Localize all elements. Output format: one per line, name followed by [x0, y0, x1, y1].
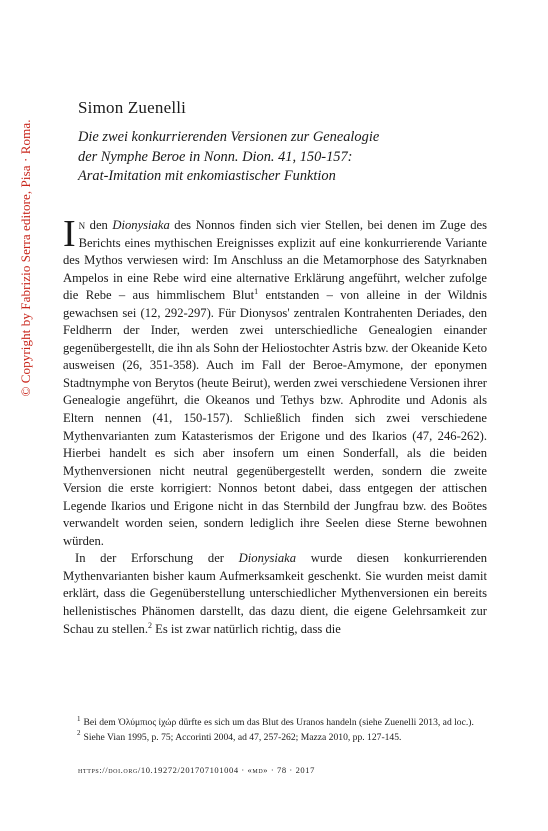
paragraph-1 [63, 213, 487, 550]
paragraph-2-text-a: In der Erforschung der [75, 551, 239, 566]
doi-line[interactable]: https://doi.org/10.19272/201707101004 · «md» · 78 · 2017 [78, 765, 315, 775]
footnote-number: 2 [77, 729, 81, 738]
footnote-ref-1[interactable]: 1 [254, 287, 259, 296]
work-title: Dionysiaka [112, 218, 170, 232]
footnote-text: Bei dem Ὀλύμπιος ἰχώρ dürfte es sich um das Blut des Uranos handeln (siehe Zuenelli 2013, ad loc.). [83, 717, 474, 728]
paragraph-1-text-b: des Nonnos finden sich vier Stellen, bei denen im Zuge des Berichts eines mythischen Ereignisses explizit auf eine konkurrierende Variante des Mythos verwiesen wird: Im Anschluss an die Metamorphose des Satyrknaben Ampelos in eine Rebe wird eine alternative Erklärung angeführt, welcher zufolge die Rebe – aus himmlischem Blut [63, 218, 487, 303]
paragraph-2 [63, 550, 487, 638]
article-title-line-2: der Nymphe Beroe in Nonn. Dion. 41, 150-157: [78, 148, 353, 165]
footnote-text: Siehe Vian 1995, p. 75; Accorinti 2004, ad 47, 257-262; Mazza 2010, pp. 127-145. [83, 731, 402, 743]
paragraph-2-text-b: wurde diesen konkurrierenden Mythenvarianten bisher kaum Aufmerksamkeit geschenkt. Sie wurden meist damit erklärt, dass die Gegenüberstellung unterschiedlicher Mythenversionen ein bereits hellenistisches Phänomen darstellt, das dazu dient, die eigene Gelehrsamkeit zur Schau zu stellen. [63, 551, 487, 636]
footnote-2 [63, 731, 487, 746]
author-name: Simon Zuenelli [78, 98, 187, 117]
article-body [63, 213, 487, 638]
paragraph-1-text-c: entstanden – von alleine in der Wildnis gewachsen sei (12, 292-297). Für Dionysos' zentralen Kontrahenten Deriades, den Feldherrn der Inder, werden zwei unterschiedliche Genealogien einander gegenübergestellt, die ihn als Sohn der Heliostochter Astris bzw. der Okeanide Keto ausweisen (26, 351-358). Auch im Fall der Beroe-Amymone, der eponymen Stadtnymphe von Berytos (heute Beirut), werden zwei verschiedene Versionen ihrer Genealogie angeführt, die Okeanos und Tethys bzw. Aphrodite und Adonis als Eltern nennen (41, 150-157). Schließlich finden sich zwei verschiedene Mythenvarianten zum Katasterismos der Erigone und des Ikarios (47, 246-262). Hierbei handelt es sich aber insofern um einen Sonderfall, als die beiden Mythenversionen nicht neutral gegenübergestellt werden, sondern die zweite Version die erste korrigiert: Nonnos betont dabei, dass entgegen der attischen Legende Ikarios und Erigone nicht in das Sternbild der Jungfrau bzw. des Boötes verwandelt worden seien, sondern lediglich ihre Seelen diese Sterne bewohnen würden. [63, 288, 487, 548]
copyright-text: © Copyright by Fabrizio Serra editore, Pisa · Roma. [18, 119, 33, 397]
footnote-number: 1 [77, 714, 81, 723]
footnotes [63, 716, 487, 745]
paragraph-2-text-c: Es ist zwar natürlich richtig, dass die [151, 621, 341, 636]
paragraph-1-text-a: den [85, 218, 113, 232]
work-title: Dionysiaka [238, 551, 297, 566]
article-title-line-3: Arat-Imitation mit enkomiastischer Funktion [78, 168, 336, 184]
article-title-line-1: Die zwei konkurrierenden Versionen zur Genealogie [78, 129, 380, 145]
footnote-1 [63, 716, 487, 731]
footnote-ref-2[interactable]: 2 [147, 620, 152, 630]
article-header [78, 98, 478, 187]
drop-cap: I [63, 213, 76, 255]
drop-cap-continuation: n [78, 218, 86, 232]
